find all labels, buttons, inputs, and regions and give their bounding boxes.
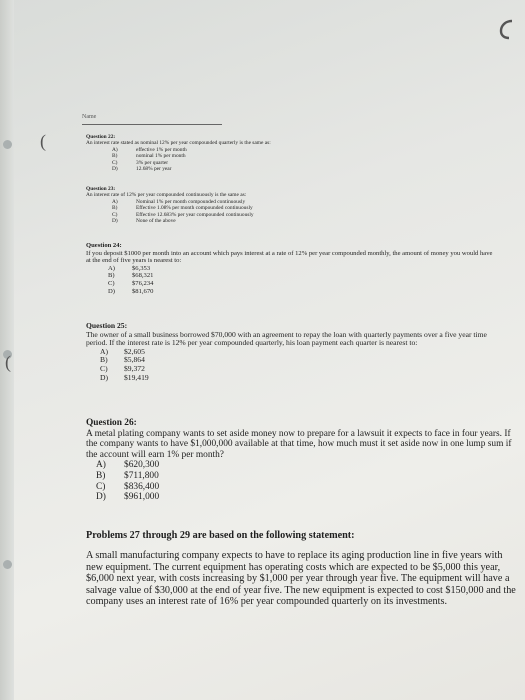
question-title: Question 23:: [86, 186, 116, 192]
name-label: Name: [82, 114, 97, 120]
option-d: D) $81,670: [108, 287, 154, 295]
option-d: D) $19,419: [100, 372, 149, 382]
question-22: [86, 134, 346, 172]
question-title: Question 25:: [86, 321, 128, 330]
question-text: If you deposit $1000 per month into an account which pays interest at a rate of 12% per year compounded monthly, the amount of money you would have at the end of five years is nearest to:: [86, 249, 493, 265]
question-text: A metal plating company wants to set aside money now to prepare for a lawsuit it expects to face in four years. If the company wants to have $1,000,000 available at that time, how much must it set aside now in one lump sum if the account will earn 1% per month?: [86, 428, 512, 460]
option-d: D) $961,000: [96, 492, 160, 503]
problem-statement: A small manufacturing company expects to have to replace its aging production line in five years with new equipment. The current equipment has operating costs which are expected to be $5,000 this year, $6,000 next year, with costs increasing by $1,000 per year through year five. The equipment will have a salvage value of $30,000 at the end of year five. The new equipment is expected to cost $150,000 and the company uses an interest rate of 16% per year compounded quarterly on its investments.: [86, 550, 516, 608]
question-text: The owner of a small business borrowed $70,000 with an agreement to repay the loan with quarterly payments over a five year time period. If the interest rate is 12% per year compounded quarterly, his loan payment each quarter is nearest to:: [86, 329, 487, 348]
question-title: Question 26:: [86, 418, 137, 428]
option-a: A) $2,605: [100, 346, 145, 356]
option-d: D) None of the above: [112, 218, 176, 225]
margin-bracket: (: [40, 131, 46, 151]
question-24: [86, 242, 496, 295]
option-c: C) $9,372: [100, 363, 145, 373]
question-text: An interest rate of 12% per year compounded continuously is the same as:: [86, 192, 247, 199]
option-b: B) Effective 1.08% per month compounded continuously: [112, 205, 253, 212]
question-title: Question 24:: [86, 242, 122, 249]
problems-heading: Problems 27 through 29 are based on the following statement:: [86, 530, 355, 541]
margin-bracket: (: [5, 352, 11, 372]
option-b: B) $68,321: [108, 272, 154, 280]
option-c: C) Effective 12.683% per year compounded continuously: [112, 211, 254, 218]
question-23: [86, 186, 366, 224]
option-b: B) nominal 1% per month: [112, 153, 186, 160]
option-d: D) 12.68% per year: [112, 166, 172, 173]
option-b: B) $5,864: [100, 355, 145, 365]
question-title: Question 22:: [86, 134, 116, 140]
binder-hole: [3, 140, 12, 149]
name-field: [82, 114, 222, 125]
option-b: B) $711,800: [96, 470, 159, 481]
corner-mark-icon: [497, 18, 519, 40]
question-26: [86, 418, 516, 503]
option-a: A) effective 1% per month: [112, 146, 187, 153]
binder-hole: [3, 560, 12, 569]
option-c: C) $76,234: [108, 279, 154, 287]
option-a: A) Nominal 1% per month compounded continuously: [112, 198, 246, 205]
option-c: C) 3% per quarter: [112, 159, 169, 166]
option-c: C) $836,400: [96, 481, 160, 492]
option-a: A) $6,353: [108, 264, 151, 272]
question-text: An interest rate stated as nominal 12% per year compounded quarterly is the same as:: [86, 140, 271, 147]
option-a: A) $620,300: [96, 460, 160, 471]
question-25: [86, 322, 506, 382]
